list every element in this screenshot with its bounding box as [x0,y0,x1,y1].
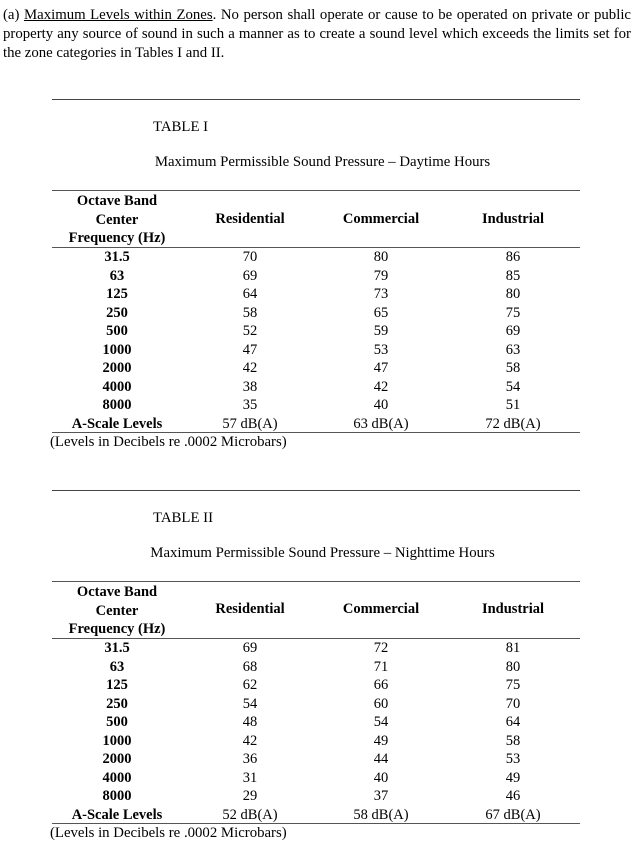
commercial-cell: 71 [373,658,389,675]
industrial-cell: 58 [505,732,521,749]
header-bottom-rule [52,638,580,639]
residential-cell: 29 [242,788,258,804]
industrial-cell: 75 [505,677,521,693]
header-top-rule [52,581,580,582]
commercial-cell: 60 [373,695,389,712]
commercial-cell: 73 [373,286,389,302]
residential-cell: 70 [242,249,258,265]
residential-cell: 69 [242,267,258,284]
header-frequency-line3: Frequency (Hz) [68,621,166,637]
residential-cell: 47 [242,341,258,358]
frequency-cell: A-Scale Levels [71,415,163,432]
header-frequency [52,192,182,248]
intro-body: . No person shall operate or cause to be operated on private or public property any source of sound in such a manner as to create a sound level which exceeds the limits set for the zone categories in Tables I and II. [3,7,631,61]
commercial-cell: 63 dB(A) [353,415,409,432]
frequency-cell: 63 [109,658,125,675]
residential-cell: 42 [242,360,258,376]
table-subtitle: Maximum Permissible Sound Pressure – Daytime Hours [154,154,491,170]
header-commercial: Commercial [342,601,420,617]
table-row [0,286,640,305]
commercial-cell: 40 [373,769,389,786]
header-frequency [52,583,182,639]
table-footnote: (Levels in Decibels re .0002 Microbars) [50,825,287,841]
residential-cell: 57 dB(A) [222,415,278,432]
commercial-cell: 59 [373,323,389,339]
frequency-cell: 250 [106,304,128,321]
intro-paragraph [3,6,631,63]
table-row [0,677,640,696]
commercial-cell: 58 dB(A) [353,806,409,823]
header-frequency-line2: Center [95,211,139,228]
commercial-cell: 79 [373,267,389,284]
frequency-cell: 2000 [102,360,132,376]
commercial-cell: 49 [373,732,389,749]
table-row [0,342,640,361]
industrial-cell: 51 [505,397,521,413]
frequency-cell: 63 [109,267,125,284]
header-frequency-line3: Frequency (Hz) [68,230,166,246]
industrial-cell: 72 dB(A) [485,415,541,432]
residential-cell: 64 [242,286,258,302]
commercial-cell: 47 [373,360,389,376]
table-row [0,696,640,715]
industrial-cell: 80 [505,658,521,675]
commercial-cell: 65 [373,304,389,321]
industrial-cell: 54 [505,378,521,395]
frequency-cell: 4000 [102,378,132,395]
table-row [0,640,640,659]
residential-cell: 52 [242,323,258,339]
table-row [0,305,640,324]
residential-cell: 52 dB(A) [222,806,278,823]
intro-heading: Maximum Levels within Zones [23,7,213,23]
industrial-cell: 75 [505,304,521,321]
frequency-cell: 500 [106,714,128,730]
frequency-cell: 2000 [102,751,132,767]
commercial-cell: 44 [373,751,389,767]
intro-label: (a) [3,7,20,23]
header-frequency-line2: Center [95,602,139,619]
frequency-cell: 1000 [102,732,132,749]
frequency-cell: 500 [106,323,128,339]
commercial-cell: 40 [373,397,389,413]
industrial-cell: 67 dB(A) [485,806,541,823]
header-commercial: Commercial [342,211,420,227]
header-residential: Residential [215,601,285,617]
header-bottom-rule [52,247,580,248]
section-divider [52,99,580,100]
table-row [0,714,640,733]
table-row [0,659,640,678]
frequency-cell: A-Scale Levels [71,806,163,823]
table-footnote: (Levels in Decibels re .0002 Microbars) [50,434,287,450]
residential-cell: 42 [242,732,258,749]
commercial-cell: 66 [373,677,389,693]
commercial-cell: 53 [373,341,389,358]
industrial-cell: 49 [505,769,521,786]
industrial-cell: 58 [505,360,521,376]
industrial-cell: 86 [505,249,521,265]
table-row [0,397,640,416]
frequency-cell: 1000 [102,341,132,358]
header-top-rule [52,190,580,191]
residential-cell: 38 [242,378,258,395]
industrial-cell: 46 [505,788,521,804]
commercial-cell: 37 [373,788,389,804]
header-residential: Residential [215,211,285,227]
table-bottom-rule [52,432,580,433]
frequency-cell: 4000 [102,769,132,786]
residential-cell: 36 [242,751,258,767]
table-title: TABLE I [153,119,209,135]
table-row [0,379,640,398]
industrial-cell: 63 [505,341,521,358]
frequency-cell: 125 [106,677,128,693]
industrial-cell: 81 [505,640,521,656]
commercial-cell: 80 [373,249,389,265]
frequency-cell: 31.5 [104,249,130,265]
header-frequency-line1: Octave Band [76,584,158,600]
commercial-cell: 54 [373,714,389,730]
table-row [0,733,640,752]
frequency-cell: 8000 [102,397,132,413]
industrial-cell: 85 [505,267,521,284]
industrial-cell: 69 [505,323,521,339]
header-frequency-line1: Octave Band [76,193,158,209]
table-row [0,788,640,807]
residential-cell: 68 [242,658,258,675]
residential-cell: 58 [242,304,258,321]
industrial-cell: 70 [505,695,521,712]
industrial-cell: 53 [505,751,521,767]
table-row [0,268,640,287]
industrial-cell: 64 [505,714,521,730]
frequency-cell: 250 [106,695,128,712]
table-title: TABLE II [153,510,214,526]
residential-cell: 31 [242,769,258,786]
residential-cell: 48 [242,714,258,730]
residential-cell: 69 [242,640,258,656]
commercial-cell: 42 [373,378,389,395]
header-industrial: Industrial [481,601,545,617]
table-row [0,249,640,268]
residential-cell: 54 [242,695,258,712]
frequency-cell: 31.5 [104,640,130,656]
table-row [0,770,640,789]
residential-cell: 62 [242,677,258,693]
commercial-cell: 72 [373,640,389,656]
table-row [0,323,640,342]
table-subtitle: Maximum Permissible Sound Pressure – Nighttime Hours [150,545,495,561]
frequency-cell: 8000 [102,788,132,804]
section-divider [52,490,580,491]
frequency-cell: 125 [106,286,128,302]
table-bottom-rule [52,823,580,824]
table-row [0,751,640,770]
industrial-cell: 80 [505,286,521,302]
residential-cell: 35 [242,397,258,413]
header-industrial: Industrial [481,211,545,227]
table-row [0,360,640,379]
